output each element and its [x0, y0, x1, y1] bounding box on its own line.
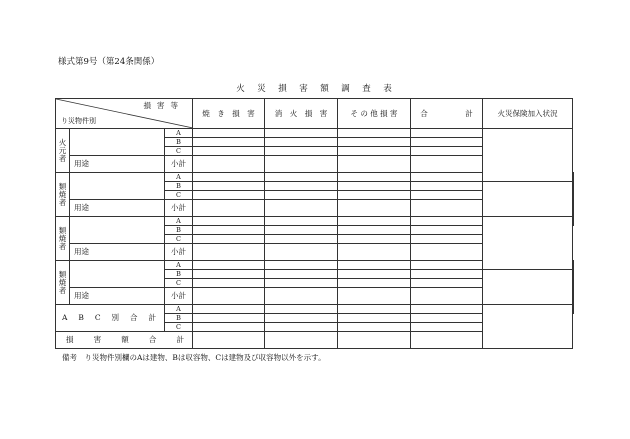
data-cell[interactable]	[338, 173, 411, 182]
data-cell[interactable]	[265, 129, 338, 138]
row-code: B	[165, 182, 193, 191]
diagonal-top-label: 損害等	[143, 101, 184, 110]
data-cell[interactable]	[265, 138, 338, 147]
subtotal-label: 小計	[165, 288, 193, 305]
group-label: 類 焼 者	[56, 173, 70, 217]
data-cell[interactable]	[265, 332, 338, 349]
data-cell[interactable]	[411, 129, 483, 138]
data-cell[interactable]	[338, 279, 411, 288]
grand-total-char: 計	[176, 335, 184, 344]
data-cell[interactable]	[193, 191, 265, 200]
data-cell[interactable]	[338, 305, 411, 314]
data-cell[interactable]	[338, 235, 411, 244]
form-title: 火 災 損 害 額 調 査 表	[236, 84, 394, 94]
data-cell[interactable]	[193, 138, 265, 147]
data-cell[interactable]	[265, 314, 338, 323]
data-cell[interactable]	[265, 270, 338, 279]
insurance-status-cell[interactable]	[483, 305, 573, 349]
row-code: B	[165, 270, 193, 279]
grand-total-char: 額	[121, 335, 129, 344]
row-code: A	[165, 129, 193, 138]
data-cell[interactable]	[338, 191, 411, 200]
insurance-status-cell[interactable]	[483, 129, 573, 182]
data-cell[interactable]	[338, 270, 411, 279]
row-code: C	[165, 323, 193, 332]
abc-total-char: 別	[111, 313, 120, 322]
data-cell[interactable]	[338, 182, 411, 191]
data-cell[interactable]	[338, 147, 411, 156]
group-label: 火 元 者	[56, 129, 70, 173]
data-cell[interactable]	[411, 288, 483, 305]
data-cell[interactable]	[193, 314, 265, 323]
grand-total-char: 損	[66, 335, 74, 344]
item-name-cell[interactable]	[70, 129, 165, 156]
data-cell[interactable]	[265, 235, 338, 244]
row-code: C	[165, 147, 193, 156]
data-cell[interactable]	[411, 279, 483, 288]
col-header: 合 計	[411, 99, 483, 129]
use-label: 用途	[70, 288, 165, 305]
item-name-cell[interactable]	[70, 173, 165, 200]
row-code: A	[165, 261, 193, 270]
data-cell[interactable]	[411, 200, 483, 217]
data-cell[interactable]	[265, 173, 338, 182]
data-cell[interactable]	[193, 323, 265, 332]
row-code: B	[165, 314, 193, 323]
data-cell[interactable]	[411, 323, 483, 332]
data-cell[interactable]	[193, 279, 265, 288]
data-cell[interactable]	[193, 173, 265, 182]
data-cell[interactable]	[411, 226, 483, 235]
col-header: そ の 他 損 害	[338, 99, 411, 129]
row-code: C	[165, 191, 193, 200]
data-cell[interactable]	[338, 323, 411, 332]
data-cell[interactable]	[193, 217, 265, 226]
data-cell[interactable]	[338, 314, 411, 323]
data-cell[interactable]	[338, 138, 411, 147]
form-number: 様式第9号（第24条関係）	[58, 57, 160, 67]
data-cell[interactable]	[411, 138, 483, 147]
abc-total-label	[56, 305, 165, 332]
data-cell[interactable]	[411, 305, 483, 314]
data-cell[interactable]	[265, 156, 338, 173]
data-cell[interactable]	[265, 279, 338, 288]
table-row	[56, 288, 574, 305]
data-cell[interactable]	[193, 332, 265, 349]
data-cell[interactable]	[193, 305, 265, 314]
subtotal-label: 小計	[165, 200, 193, 217]
data-cell[interactable]	[193, 270, 265, 279]
data-cell[interactable]	[193, 288, 265, 305]
data-cell[interactable]	[265, 305, 338, 314]
table-row	[56, 305, 574, 314]
diagonal-bottom-label: り災物件別	[61, 117, 96, 125]
data-cell[interactable]	[338, 332, 411, 349]
abc-total-char: 計	[148, 313, 156, 322]
data-cell[interactable]	[338, 244, 411, 261]
data-cell[interactable]	[265, 191, 338, 200]
data-cell[interactable]	[193, 182, 265, 191]
data-cell[interactable]	[411, 191, 483, 200]
data-cell[interactable]	[411, 314, 483, 323]
data-cell[interactable]	[411, 156, 483, 173]
data-cell[interactable]	[411, 173, 483, 182]
data-cell[interactable]	[411, 147, 483, 156]
subtotal-label: 小計	[165, 244, 193, 261]
data-cell[interactable]	[193, 226, 265, 235]
data-cell[interactable]	[338, 226, 411, 235]
diagonal-header-cell	[56, 99, 193, 129]
data-cell[interactable]	[265, 288, 338, 305]
data-cell[interactable]	[193, 235, 265, 244]
data-cell[interactable]	[265, 147, 338, 156]
table-row	[56, 200, 574, 217]
abc-total-char: B	[78, 313, 84, 322]
data-cell[interactable]	[338, 200, 411, 217]
grand-total-char: 害	[93, 335, 102, 344]
abc-total-char: 合	[130, 313, 138, 322]
data-cell[interactable]	[411, 235, 483, 244]
insurance-status-cell[interactable]	[483, 217, 573, 270]
col-header: 消 火 損 害	[265, 99, 338, 129]
row-code: B	[165, 138, 193, 147]
data-cell[interactable]	[411, 244, 483, 261]
row-code: B	[165, 226, 193, 235]
row-code: C	[165, 235, 193, 244]
col-header: 火災保険加入状況	[483, 99, 573, 129]
data-cell[interactable]	[338, 217, 411, 226]
data-cell[interactable]	[338, 261, 411, 270]
data-cell[interactable]	[265, 226, 338, 235]
data-cell[interactable]	[265, 244, 338, 261]
data-cell[interactable]	[411, 182, 483, 191]
use-label: 用途	[70, 244, 165, 261]
damage-survey-table	[55, 98, 574, 349]
data-cell[interactable]	[265, 323, 338, 332]
item-name-cell[interactable]	[70, 217, 165, 244]
insurance-status-cell[interactable]	[573, 173, 574, 226]
data-cell[interactable]	[411, 261, 483, 270]
row-code: A	[165, 217, 193, 226]
item-name-cell[interactable]	[70, 261, 165, 288]
abc-total-char: C	[94, 313, 101, 322]
insurance-status-cell[interactable]	[573, 261, 574, 314]
data-cell[interactable]	[265, 182, 338, 191]
data-cell[interactable]	[193, 156, 265, 173]
data-cell[interactable]	[411, 270, 483, 279]
data-cell[interactable]	[265, 217, 338, 226]
data-cell[interactable]	[193, 200, 265, 217]
data-cell[interactable]	[338, 156, 411, 173]
abc-total-char: A	[62, 313, 68, 322]
data-cell[interactable]	[265, 200, 338, 217]
use-label: 用途	[70, 156, 165, 173]
row-code: C	[165, 279, 193, 288]
data-cell[interactable]	[338, 129, 411, 138]
data-cell[interactable]	[338, 288, 411, 305]
note: 備考 り災物件別欄のAは建物、Bは収容物、Cは建物及び収容物以外を示す。	[62, 353, 326, 362]
use-label: 用途	[70, 200, 165, 217]
row-code: A	[165, 305, 193, 314]
grand-total-label	[56, 332, 193, 349]
subtotal-label: 小計	[165, 156, 193, 173]
table-row	[56, 217, 574, 226]
group-label: 類 焼 者	[56, 217, 70, 261]
group-label: 類 焼 者	[56, 261, 70, 305]
data-cell[interactable]	[411, 332, 483, 349]
data-cell[interactable]	[193, 129, 265, 138]
data-cell[interactable]	[265, 261, 338, 270]
row-code: A	[165, 173, 193, 182]
col-header: 焼 き 損 害	[193, 99, 265, 129]
data-cell[interactable]	[193, 261, 265, 270]
data-cell[interactable]	[193, 147, 265, 156]
data-cell[interactable]	[193, 244, 265, 261]
data-cell[interactable]	[411, 217, 483, 226]
table-row	[56, 129, 574, 138]
grand-total-char: 合	[148, 335, 157, 344]
